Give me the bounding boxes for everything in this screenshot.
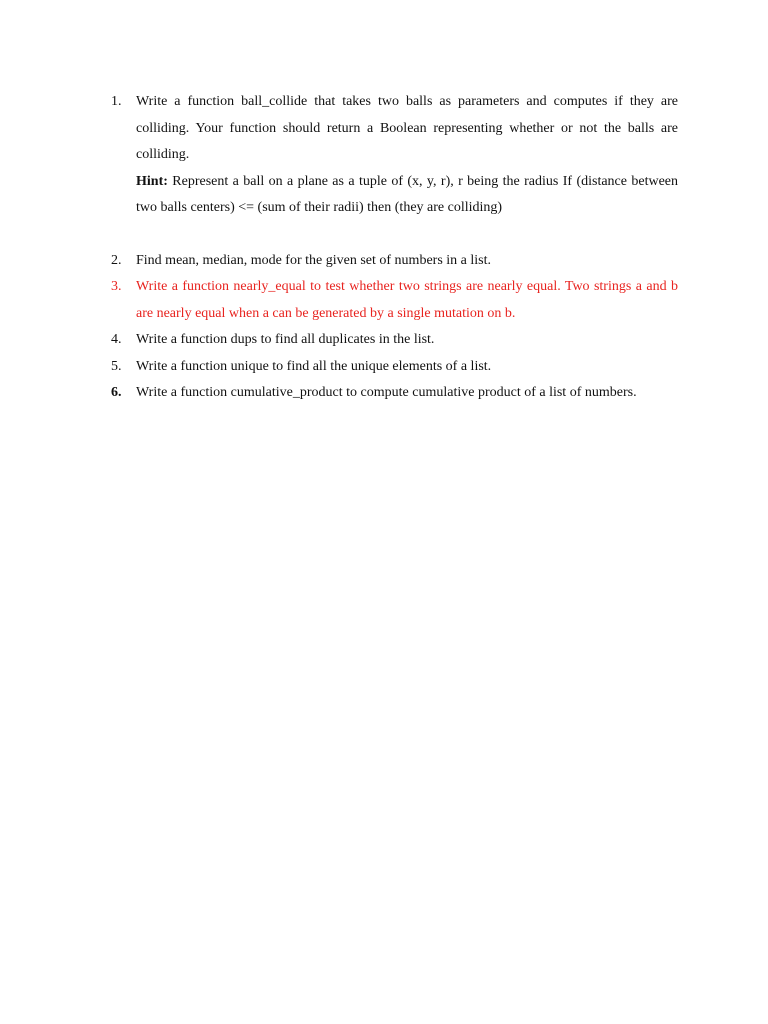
- spacer: [108, 222, 678, 248]
- list-item-4: [108, 327, 678, 354]
- item-number: 2.: [111, 252, 122, 268]
- list-item-2: [108, 248, 678, 275]
- item-number: 6.: [111, 385, 122, 400]
- item-text: Write a function cumulative_product to compute cumulative product of a list of numbers.: [136, 385, 637, 400]
- item-text: Find mean, median, mode for the given set of numbers in a list.: [136, 252, 491, 268]
- item-number: 4.: [111, 332, 122, 347]
- item-text: Write a function dups to find all duplicates in the list.: [136, 332, 435, 347]
- hint-paragraph: [108, 169, 678, 222]
- list-item-3: [108, 274, 678, 327]
- item-number: 3.: [111, 279, 122, 294]
- list-item-1: [108, 89, 678, 169]
- hint-text: Represent a ball on a plane as a tuple of (x, y, r), r being the radius If (distance between two balls centers) <= (sum of their radii) then (they are colliding): [136, 173, 679, 215]
- item-text: Write a function ball_collide that takes two balls as parameters and computes if they are colliding. Your function should return a Boolean representing whether or not the balls are colliding.: [136, 94, 678, 162]
- item-text: Write a function unique to find all the unique elements of a list.: [136, 358, 492, 374]
- hint-label: Hint:: [136, 173, 168, 189]
- item-number: 1.: [111, 94, 122, 109]
- item-text: Write a function nearly_equal to test whether two strings are nearly equal. Two strings a and b are nearly equal when a can be generated by a single mutation on b.: [136, 279, 678, 321]
- exercise-list: [108, 89, 678, 407]
- list-item-5: [108, 354, 678, 381]
- list-item-6: [108, 380, 678, 407]
- item-number: 5.: [111, 358, 122, 374]
